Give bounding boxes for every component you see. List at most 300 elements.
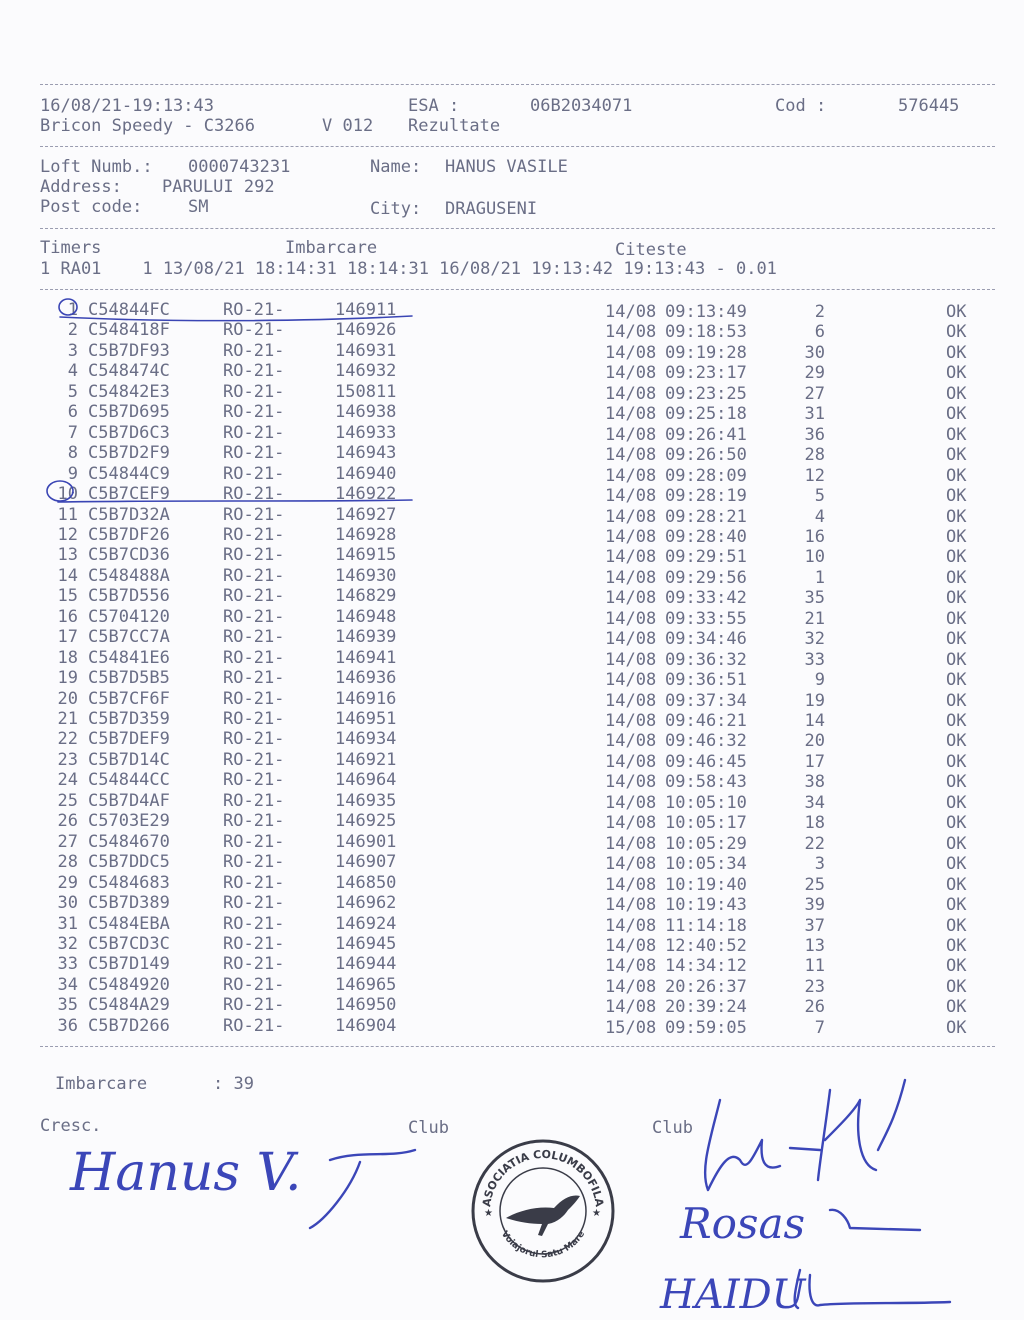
row-ring: 146850 xyxy=(335,873,397,893)
cresc-label: Cresc. xyxy=(40,1116,102,1136)
row-chip: C548488A xyxy=(88,566,170,586)
row-time: 09:46:32 xyxy=(665,731,747,751)
row-status: OK xyxy=(946,527,967,547)
row-chip: C5B7D14C xyxy=(88,750,170,770)
row-sequence: 35 xyxy=(804,588,825,608)
divider-top xyxy=(40,84,995,85)
row-ring: 146925 xyxy=(335,811,397,831)
row-status: OK xyxy=(946,691,967,711)
row-sequence: 6 xyxy=(814,322,825,342)
row-status: OK xyxy=(946,322,967,342)
row-position: 13 xyxy=(57,545,78,565)
row-country: RO-21- xyxy=(223,709,285,729)
row-country: RO-21- xyxy=(223,607,285,627)
row-sequence: 2 xyxy=(814,302,825,322)
row-sequence: 37 xyxy=(804,916,825,936)
row-status: OK xyxy=(946,588,967,608)
report-title: Rezultate xyxy=(408,116,501,136)
row-sequence: 7 xyxy=(814,1018,825,1038)
row-ring: 146904 xyxy=(335,1016,397,1036)
row-country: RO-21- xyxy=(223,995,285,1015)
row-time: 10:05:29 xyxy=(665,834,747,854)
row-ring: 146943 xyxy=(335,443,397,463)
row-sequence: 30 xyxy=(804,343,825,363)
row-country: RO-21- xyxy=(223,300,285,320)
row-time: 09:13:49 xyxy=(665,302,747,322)
row-sequence: 17 xyxy=(804,752,825,772)
row-position: 19 xyxy=(57,668,78,688)
row-country: RO-21- xyxy=(223,627,285,647)
row-position: 28 xyxy=(57,852,78,872)
row-chip: C5484920 xyxy=(88,975,170,995)
row-time: 20:39:24 xyxy=(665,997,747,1017)
row-date: 14/08 xyxy=(605,731,657,751)
row-position: 22 xyxy=(57,729,78,749)
row-time: 09:34:46 xyxy=(665,629,747,649)
row-country: RO-21- xyxy=(223,566,285,586)
row-date: 14/08 xyxy=(605,466,657,486)
row-position: 2 xyxy=(67,320,78,340)
row-position: 32 xyxy=(57,934,78,954)
row-status: OK xyxy=(946,445,967,465)
row-country: RO-21- xyxy=(223,954,285,974)
row-country: RO-21- xyxy=(223,914,285,934)
row-status: OK xyxy=(946,711,967,731)
row-ring: 146951 xyxy=(335,709,397,729)
row-time: 09:59:05 xyxy=(665,1018,747,1038)
row-sequence: 29 xyxy=(804,363,825,383)
row-chip: C5B7CC7A xyxy=(88,627,170,647)
loft-city-label: City: xyxy=(370,199,422,219)
cod-value: 576445 xyxy=(898,96,960,116)
club-label-2: Club xyxy=(652,1118,693,1138)
row-sequence: 31 xyxy=(804,404,825,424)
row-sequence: 34 xyxy=(804,793,825,813)
row-chip: C5B7DDC5 xyxy=(88,852,170,872)
row-position: 15 xyxy=(57,586,78,606)
row-sequence: 11 xyxy=(804,956,825,976)
row-position: 26 xyxy=(57,811,78,831)
row-chip: C5484683 xyxy=(88,873,170,893)
row-country: RO-21- xyxy=(223,443,285,463)
signature-left xyxy=(60,1120,420,1260)
device-name: Bricon Speedy - C3266 xyxy=(40,116,255,136)
row-time: 09:26:50 xyxy=(665,445,747,465)
row-status: OK xyxy=(946,486,967,506)
row-chip: C54841E6 xyxy=(88,648,170,668)
row-status: OK xyxy=(946,772,967,792)
row-ring: 146964 xyxy=(335,770,397,790)
row-time: 10:05:17 xyxy=(665,813,747,833)
timers-label: Timers xyxy=(40,238,102,258)
device-version: V 012 xyxy=(322,116,374,136)
row-country: RO-21- xyxy=(223,832,285,852)
row-status: OK xyxy=(946,507,967,527)
row-date: 14/08 xyxy=(605,650,657,670)
row-country: RO-21- xyxy=(223,341,285,361)
row-sequence: 13 xyxy=(804,936,825,956)
row-chip: C5484A29 xyxy=(88,995,170,1015)
row-time: 09:36:51 xyxy=(665,670,747,690)
row-status: OK xyxy=(946,834,967,854)
row-time: 09:33:42 xyxy=(665,588,747,608)
row-country: RO-21- xyxy=(223,934,285,954)
row-chip: C5B7DF26 xyxy=(88,525,170,545)
row-status: OK xyxy=(946,854,967,874)
row-sequence: 19 xyxy=(804,691,825,711)
row-country: RO-21- xyxy=(223,361,285,381)
row-status: OK xyxy=(946,916,967,936)
row-status: OK xyxy=(946,875,967,895)
row-country: RO-21- xyxy=(223,893,285,913)
row-position: 20 xyxy=(57,689,78,709)
svg-text:★: ★ xyxy=(484,1208,493,1219)
row-ring: 146965 xyxy=(335,975,397,995)
row-status: OK xyxy=(946,404,967,424)
row-sequence: 27 xyxy=(804,384,825,404)
row-position: 7 xyxy=(67,423,78,443)
row-sequence: 10 xyxy=(804,547,825,567)
row-time: 09:46:45 xyxy=(665,752,747,772)
row-ring: 146907 xyxy=(335,852,397,872)
row-time: 10:05:34 xyxy=(665,854,747,874)
loft-number-label: Loft Numb.: xyxy=(40,157,153,177)
row-chip: C54844C9 xyxy=(88,464,170,484)
row-ring: 146939 xyxy=(335,627,397,647)
row-time: 10:19:43 xyxy=(665,895,747,915)
row-chip: C5704120 xyxy=(88,607,170,627)
row-chip: C5B7D32A xyxy=(88,505,170,525)
row-date: 14/08 xyxy=(605,711,657,731)
row-chip: C5B7D5B5 xyxy=(88,668,170,688)
row-status: OK xyxy=(946,752,967,772)
row-ring: 146962 xyxy=(335,893,397,913)
row-chip: C54842E3 xyxy=(88,382,170,402)
row-time: 09:28:40 xyxy=(665,527,747,547)
row-date: 14/08 xyxy=(605,486,657,506)
row-ring: 146948 xyxy=(335,607,397,627)
club-label-1: Club xyxy=(408,1118,449,1138)
row-chip: C548474C xyxy=(88,361,170,381)
row-date: 14/08 xyxy=(605,322,657,342)
row-ring: 146934 xyxy=(335,729,397,749)
row-status: OK xyxy=(946,936,967,956)
row-time: 09:25:18 xyxy=(665,404,747,424)
row-date: 14/08 xyxy=(605,425,657,445)
row-status: OK xyxy=(946,363,967,383)
row-position: 18 xyxy=(57,648,78,668)
row-date: 14/08 xyxy=(605,568,657,588)
row-sequence: 38 xyxy=(804,772,825,792)
row-chip: C5B7D6C3 xyxy=(88,423,170,443)
row-status: OK xyxy=(946,977,967,997)
row-ring: 146945 xyxy=(335,934,397,954)
row-time: 09:23:17 xyxy=(665,363,747,383)
row-country: RO-21- xyxy=(223,668,285,688)
row-status: OK xyxy=(946,895,967,915)
row-country: RO-21- xyxy=(223,852,285,872)
row-ring: 146928 xyxy=(335,525,397,545)
timers-imbarcare-label: Imbarcare xyxy=(285,238,378,258)
row-ring: 146922 xyxy=(335,484,397,504)
row-date: 14/08 xyxy=(605,527,657,547)
row-country: RO-21- xyxy=(223,545,285,565)
divider-results xyxy=(40,1046,995,1047)
loft-address: PARULUI 292 xyxy=(162,177,275,197)
row-date: 14/08 xyxy=(605,507,657,527)
row-status: OK xyxy=(946,568,967,588)
row-ring: 146926 xyxy=(335,320,397,340)
row-sequence: 36 xyxy=(804,425,825,445)
row-country: RO-21- xyxy=(223,484,285,504)
row-date: 14/08 xyxy=(605,629,657,649)
row-time: 09:29:56 xyxy=(665,568,747,588)
imbarcare-label: Imbarcare xyxy=(55,1074,148,1094)
loft-postcode-label: Post code: xyxy=(40,197,143,217)
row-position: 6 xyxy=(67,402,78,422)
row-status: OK xyxy=(946,650,967,670)
row-date: 14/08 xyxy=(605,670,657,690)
row-sequence: 33 xyxy=(804,650,825,670)
row-country: RO-21- xyxy=(223,586,285,606)
row-chip: C5B7CF6F xyxy=(88,689,170,709)
row-ring: 146950 xyxy=(335,995,397,1015)
row-time: 09:29:51 xyxy=(665,547,747,567)
row-ring: 150811 xyxy=(335,382,397,402)
row-country: RO-21- xyxy=(223,689,285,709)
row-ring: 146936 xyxy=(335,668,397,688)
row-ring: 146933 xyxy=(335,423,397,443)
row-time: 10:05:10 xyxy=(665,793,747,813)
row-status: OK xyxy=(946,813,967,833)
row-ring: 146927 xyxy=(335,505,397,525)
row-chip: C5B7D359 xyxy=(88,709,170,729)
row-chip: C54844FC xyxy=(88,300,170,320)
row-country: RO-21- xyxy=(223,975,285,995)
row-status: OK xyxy=(946,956,967,976)
svg-text:HAIDU: HAIDU xyxy=(660,1272,806,1318)
row-date: 14/08 xyxy=(605,875,657,895)
row-position: 35 xyxy=(57,995,78,1015)
row-date: 14/08 xyxy=(605,936,657,956)
row-position: 27 xyxy=(57,832,78,852)
row-sequence: 18 xyxy=(804,813,825,833)
row-date: 14/08 xyxy=(605,588,657,608)
row-position: 11 xyxy=(57,505,78,525)
row-ring: 146932 xyxy=(335,361,397,381)
row-time: 11:14:18 xyxy=(665,916,747,936)
row-sequence: 28 xyxy=(804,445,825,465)
row-country: RO-21- xyxy=(223,811,285,831)
row-time: 12:40:52 xyxy=(665,936,747,956)
row-sequence: 22 xyxy=(804,834,825,854)
row-sequence: 39 xyxy=(804,895,825,915)
row-country: RO-21- xyxy=(223,791,285,811)
row-time: 09:28:09 xyxy=(665,466,747,486)
timers-citeste-label: Citeste xyxy=(615,240,687,260)
row-ring: 146935 xyxy=(335,791,397,811)
row-status: OK xyxy=(946,629,967,649)
loft-postcode: SM xyxy=(188,197,209,217)
row-ring: 146941 xyxy=(335,648,397,668)
svg-text:Hanus V.: Hanus V. xyxy=(70,1143,302,1203)
row-ring: 146915 xyxy=(335,545,397,565)
row-country: RO-21- xyxy=(223,770,285,790)
row-time: 09:19:28 xyxy=(665,343,747,363)
row-time: 09:23:25 xyxy=(665,384,747,404)
row-position: 29 xyxy=(57,873,78,893)
row-status: OK xyxy=(946,670,967,690)
loft-address-label: Address: xyxy=(40,177,122,197)
row-ring: 146829 xyxy=(335,586,397,606)
row-chip: C5B7DF93 xyxy=(88,341,170,361)
row-date: 14/08 xyxy=(605,691,657,711)
loft-number: 0000743231 xyxy=(188,157,291,177)
row-ring: 146930 xyxy=(335,566,397,586)
row-position: 25 xyxy=(57,791,78,811)
row-chip: C5484EBA xyxy=(88,914,170,934)
row-status: OK xyxy=(946,609,967,629)
row-date: 14/08 xyxy=(605,916,657,936)
row-position: 16 xyxy=(57,607,78,627)
row-chip: C5B7D389 xyxy=(88,893,170,913)
row-date: 14/08 xyxy=(605,609,657,629)
row-date: 14/08 xyxy=(605,343,657,363)
row-sequence: 32 xyxy=(804,629,825,649)
row-ring: 146940 xyxy=(335,464,397,484)
loft-city: DRAGUSENI xyxy=(445,199,538,219)
row-position: 5 xyxy=(67,382,78,402)
row-position: 21 xyxy=(57,709,78,729)
row-country: RO-21- xyxy=(223,464,285,484)
svg-text:★: ★ xyxy=(592,1208,601,1219)
row-sequence: 1 xyxy=(814,568,825,588)
row-date: 14/08 xyxy=(605,363,657,383)
row-chip: C548418F xyxy=(88,320,170,340)
row-sequence: 14 xyxy=(804,711,825,731)
row-ring: 146931 xyxy=(335,341,397,361)
row-country: RO-21- xyxy=(223,423,285,443)
row-position: 33 xyxy=(57,954,78,974)
row-sequence: 21 xyxy=(804,609,825,629)
row-time: 20:26:37 xyxy=(665,977,747,997)
row-time: 09:28:19 xyxy=(665,486,747,506)
row-chip: C5B7D266 xyxy=(88,1016,170,1036)
row-country: RO-21- xyxy=(223,402,285,422)
row-sequence: 26 xyxy=(804,997,825,1017)
row-position: 36 xyxy=(57,1016,78,1036)
loft-name-label: Name: xyxy=(370,157,422,177)
row-date: 14/08 xyxy=(605,854,657,874)
row-status: OK xyxy=(946,731,967,751)
row-country: RO-21- xyxy=(223,1016,285,1036)
row-chip: C5B7CD36 xyxy=(88,545,170,565)
row-date: 14/08 xyxy=(605,547,657,567)
row-chip: C54844CC xyxy=(88,770,170,790)
timers-row: 1 RA01 1 13/08/21 18:14:31 18:14:31 16/08/21 19:13:42 19:13:43 - 0.01 xyxy=(40,259,777,279)
row-chip: C5B7D556 xyxy=(88,586,170,606)
row-position: 30 xyxy=(57,893,78,913)
row-position: 10 xyxy=(57,484,78,504)
row-country: RO-21- xyxy=(223,750,285,770)
imbarcare-value: : 39 xyxy=(213,1074,254,1094)
row-date: 14/08 xyxy=(605,956,657,976)
row-ring: 146944 xyxy=(335,954,397,974)
row-position: 3 xyxy=(67,341,78,361)
svg-text:Rosas: Rosas xyxy=(680,1199,806,1248)
row-time: 10:19:40 xyxy=(665,875,747,895)
row-chip: C5703E29 xyxy=(88,811,170,831)
row-date: 14/08 xyxy=(605,793,657,813)
row-status: OK xyxy=(946,547,967,567)
row-status: OK xyxy=(946,997,967,1017)
row-country: RO-21- xyxy=(223,525,285,545)
row-time: 09:33:55 xyxy=(665,609,747,629)
divider-header xyxy=(40,146,995,147)
row-chip: C5B7D4AF xyxy=(88,791,170,811)
row-position: 8 xyxy=(67,443,78,463)
row-time: 09:36:32 xyxy=(665,650,747,670)
svg-text:Voiajorul Satu Mare: Voiajorul Satu Mare xyxy=(498,1229,588,1261)
row-position: 4 xyxy=(67,361,78,381)
row-country: RO-21- xyxy=(223,320,285,340)
row-chip: C5B7D695 xyxy=(88,402,170,422)
row-sequence: 25 xyxy=(804,875,825,895)
row-sequence: 12 xyxy=(804,466,825,486)
row-date: 14/08 xyxy=(605,404,657,424)
row-date: 15/08 xyxy=(605,1018,657,1038)
row-status: OK xyxy=(946,343,967,363)
row-chip: C5B7D149 xyxy=(88,954,170,974)
row-time: 09:26:41 xyxy=(665,425,747,445)
report-datetime: 16/08/21-19:13:43 xyxy=(40,96,214,116)
esa-value: 06B2034071 xyxy=(530,96,633,116)
svg-text:ASOCIATIA COLUMBOFILA: ASOCIATIA COLUMBOFILA xyxy=(480,1147,606,1208)
row-time: 09:46:21 xyxy=(665,711,747,731)
cod-label: Cod : xyxy=(775,96,827,116)
row-date: 14/08 xyxy=(605,977,657,997)
row-status: OK xyxy=(946,466,967,486)
row-time: 09:18:53 xyxy=(665,322,747,342)
row-chip: C5B7CEF9 xyxy=(88,484,170,504)
divider-timers xyxy=(40,289,995,290)
row-chip: C5B7CD3C xyxy=(88,934,170,954)
row-sequence: 9 xyxy=(814,670,825,690)
row-position: 23 xyxy=(57,750,78,770)
row-position: 9 xyxy=(67,464,78,484)
row-time: 09:28:21 xyxy=(665,507,747,527)
row-date: 14/08 xyxy=(605,384,657,404)
row-date: 14/08 xyxy=(605,752,657,772)
divider-loft xyxy=(40,228,995,229)
row-time: 09:58:43 xyxy=(665,772,747,792)
row-status: OK xyxy=(946,1018,967,1038)
row-sequence: 3 xyxy=(814,854,825,874)
row-sequence: 4 xyxy=(814,507,825,527)
row-chip: C5B7D2F9 xyxy=(88,443,170,463)
row-ring: 146916 xyxy=(335,689,397,709)
row-date: 14/08 xyxy=(605,997,657,1017)
row-position: 1 xyxy=(67,300,78,320)
row-date: 14/08 xyxy=(605,834,657,854)
row-position: 31 xyxy=(57,914,78,934)
row-ring: 146911 xyxy=(335,300,397,320)
row-ring: 146924 xyxy=(335,914,397,934)
row-chip: C5B7DEF9 xyxy=(88,729,170,749)
esa-label: ESA : xyxy=(408,96,460,116)
row-date: 14/08 xyxy=(605,302,657,322)
row-status: OK xyxy=(946,793,967,813)
